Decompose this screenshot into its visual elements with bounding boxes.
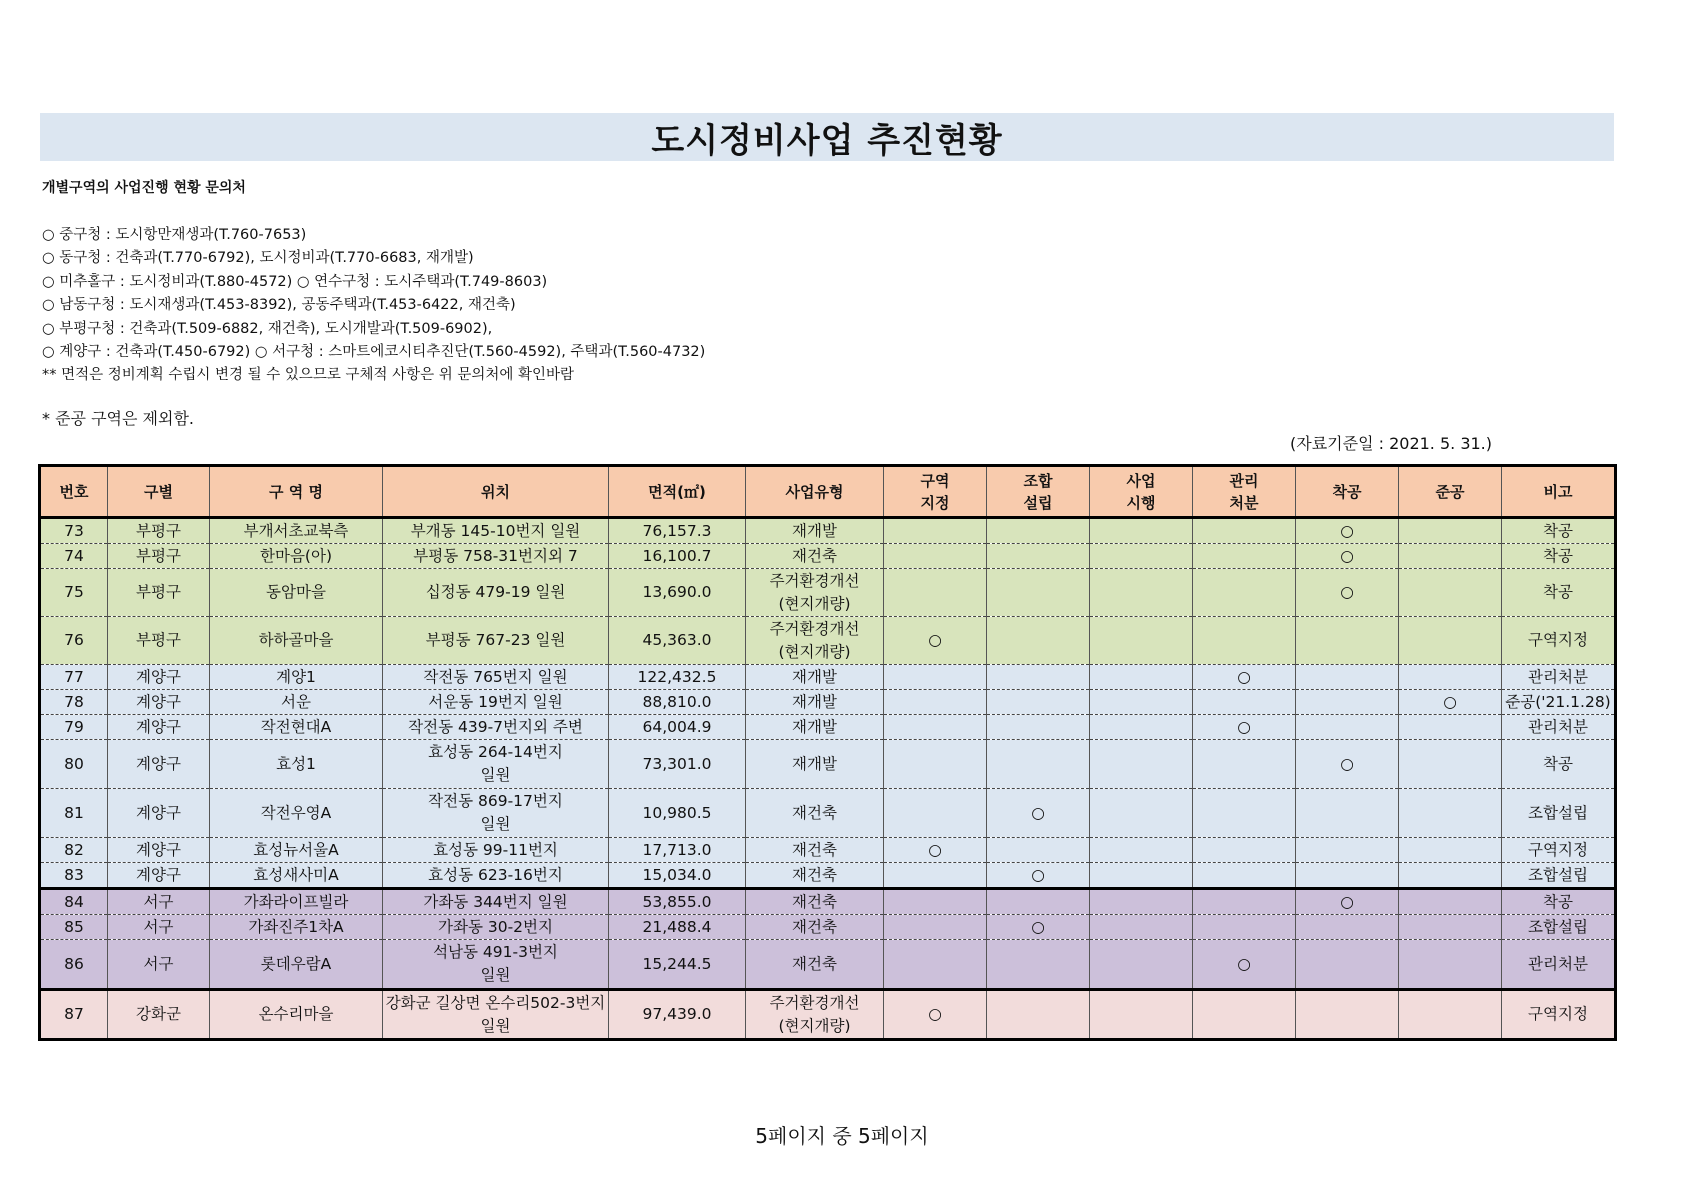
contact-list [42, 224, 705, 388]
cell-stage-3 [1090, 789, 1193, 838]
contact-heading: 개별구역의 사업진행 현황 문의처 [42, 180, 246, 196]
cell-stage-3 [1090, 990, 1193, 1040]
cell-zone: 온수리마을 [210, 990, 383, 1040]
cell-district: 계양구 [108, 690, 210, 715]
location-line: 일원 [480, 815, 511, 833]
cell-type [746, 518, 884, 544]
cell-area: 53,855.0 [609, 889, 746, 915]
header-zone: 구 역 명 [210, 466, 383, 518]
cell-note: 구역지정 [1502, 990, 1616, 1040]
cell-stage-6 [1399, 789, 1502, 838]
cell-area: 10,980.5 [609, 789, 746, 838]
page-title: 도시정비사업 추진현황 [651, 120, 1003, 161]
table-row [40, 940, 1616, 990]
cell-stage-5 [1296, 569, 1399, 617]
location-line: 일원 [480, 766, 511, 784]
cell-stage-1 [884, 569, 987, 617]
header-location: 위치 [383, 466, 609, 518]
cell-no: 84 [40, 889, 108, 915]
cell-zone: 하하골마을 [210, 617, 383, 665]
cell-stage-5 [1296, 863, 1399, 889]
cell-note: 관리처분 [1502, 665, 1616, 690]
cell-stage-4 [1193, 544, 1296, 569]
cell-location [383, 940, 609, 990]
cell-district: 계양구 [108, 740, 210, 789]
cell-location [383, 569, 609, 617]
cell-area: 17,713.0 [609, 838, 746, 863]
table-row [40, 740, 1616, 789]
cell-stage-3 [1090, 838, 1193, 863]
location-line: 작전동 869-17번지 [428, 792, 563, 810]
header-note: 비고 [1502, 466, 1616, 518]
cell-location [383, 665, 609, 690]
cell-no: 83 [40, 863, 108, 889]
cell-type [746, 740, 884, 789]
cell-zone: 작전현대A [210, 715, 383, 740]
cell-stage-2 [987, 715, 1090, 740]
location-line: 일원 [480, 966, 511, 984]
header-stage-disposition: 관리 처분 [1193, 466, 1296, 518]
cell-stage-6 [1399, 665, 1502, 690]
cell-stage-1 [884, 715, 987, 740]
cell-stage-3 [1090, 889, 1193, 915]
table-row [40, 665, 1616, 690]
location-line: 서운동 19번지 일원 [428, 692, 563, 711]
type-line: 주거환경개선 [769, 571, 860, 590]
cell-stage-2 [987, 889, 1090, 915]
stage-mark-icon: ○ [1340, 892, 1354, 911]
cell-stage-5 [1296, 544, 1399, 569]
header-type: 사업유형 [746, 466, 884, 518]
type-line: 재건축 [792, 840, 837, 859]
stage-mark-icon: ○ [1031, 865, 1045, 884]
cell-type [746, 690, 884, 715]
cell-stage-2 [987, 569, 1090, 617]
cell-zone: 가좌진주1차A [210, 915, 383, 940]
cell-stage-6 [1399, 569, 1502, 617]
cell-stage-3 [1090, 915, 1193, 940]
location-line: 부평동 767-23 일원 [425, 631, 566, 649]
cell-zone: 서운 [210, 690, 383, 715]
title-bar [40, 113, 1614, 161]
cell-district: 부평구 [108, 569, 210, 617]
cell-stage-1 [884, 740, 987, 789]
cell-location [383, 544, 609, 569]
type-line: 재개발 [792, 692, 837, 711]
cell-stage-3 [1090, 863, 1193, 889]
cell-no: 82 [40, 838, 108, 863]
cell-stage-6 [1399, 518, 1502, 544]
cell-note: 착공 [1502, 544, 1616, 569]
cell-type [746, 665, 884, 690]
cell-stage-4 [1193, 838, 1296, 863]
type-line: (현지개량) [778, 1016, 851, 1035]
header-no: 번호 [40, 466, 108, 518]
cell-type [746, 617, 884, 665]
cell-stage-2 [987, 740, 1090, 789]
cell-no: 74 [40, 544, 108, 569]
stage-mark-icon: ○ [928, 840, 942, 859]
cell-stage-3 [1090, 940, 1193, 990]
cell-no: 77 [40, 665, 108, 690]
cell-stage-1 [884, 863, 987, 889]
base-date: (자료기준일 : 2021. 5. 31.) [1290, 434, 1493, 453]
cell-district: 계양구 [108, 838, 210, 863]
stage-mark-icon: ○ [1340, 754, 1354, 773]
contact-line: ○ 동구청 : 건축과(T.770-6792), 도시정비과(T.770-6683, 재개발) [42, 250, 474, 267]
stage-mark-icon: ○ [1340, 546, 1354, 565]
cell-zone: 계양1 [210, 665, 383, 690]
cell-zone: 효성뉴서울A [210, 838, 383, 863]
cell-stage-5 [1296, 915, 1399, 940]
table-row [40, 990, 1616, 1040]
stage-mark-icon: ○ [1340, 521, 1354, 540]
cell-note: 구역지정 [1502, 617, 1616, 665]
cell-stage-3 [1090, 690, 1193, 715]
cell-stage-4 [1193, 889, 1296, 915]
cell-district: 부평구 [108, 544, 210, 569]
table-row [40, 617, 1616, 665]
table-row [40, 518, 1616, 544]
cell-note: 준공('21.1.28) [1502, 690, 1616, 715]
cell-location [383, 990, 609, 1040]
cell-area: 45,363.0 [609, 617, 746, 665]
cell-stage-2 [987, 789, 1090, 838]
cell-stage-4 [1193, 617, 1296, 665]
table-body [40, 518, 1616, 1040]
cell-stage-5 [1296, 940, 1399, 990]
cell-stage-6 [1399, 915, 1502, 940]
cell-stage-3 [1090, 544, 1193, 569]
cell-district: 계양구 [108, 665, 210, 690]
cell-stage-4 [1193, 863, 1296, 889]
table-row [40, 715, 1616, 740]
location-line: 부개동 145-10번지 일원 [410, 521, 581, 540]
cell-stage-6 [1399, 838, 1502, 863]
cell-stage-5 [1296, 617, 1399, 665]
cell-area: 88,810.0 [609, 690, 746, 715]
header-stage-implementation: 사업 시행 [1090, 466, 1193, 518]
cell-stage-4 [1193, 715, 1296, 740]
cell-zone: 효성새사미A [210, 863, 383, 889]
header-stage-construction: 착공 [1296, 466, 1399, 518]
cell-stage-6 [1399, 863, 1502, 889]
cell-type [746, 889, 884, 915]
cell-type [746, 569, 884, 617]
cell-stage-4 [1193, 690, 1296, 715]
cell-no: 78 [40, 690, 108, 715]
cell-stage-4 [1193, 915, 1296, 940]
cell-area: 15,244.5 [609, 940, 746, 990]
cell-stage-2 [987, 690, 1090, 715]
cell-area: 21,488.4 [609, 915, 746, 940]
table-row [40, 889, 1616, 915]
cell-no: 87 [40, 990, 108, 1040]
cell-stage-3 [1090, 617, 1193, 665]
cell-stage-5 [1296, 740, 1399, 789]
cell-zone: 한마음(아) [210, 544, 383, 569]
cell-stage-3 [1090, 665, 1193, 690]
cell-stage-4 [1193, 569, 1296, 617]
stage-mark-icon: ○ [1237, 717, 1251, 736]
cell-stage-1 [884, 940, 987, 990]
cell-stage-5 [1296, 889, 1399, 915]
cell-area: 97,439.0 [609, 990, 746, 1040]
cell-stage-1 [884, 544, 987, 569]
cell-stage-1 [884, 915, 987, 940]
cell-type [746, 915, 884, 940]
cell-stage-1 [884, 690, 987, 715]
cell-stage-1 [884, 990, 987, 1040]
cell-district: 서구 [108, 889, 210, 915]
cell-stage-4 [1193, 665, 1296, 690]
cell-no: 75 [40, 569, 108, 617]
type-line: (현지개량) [778, 594, 851, 613]
contact-line: ○ 중구청 : 도시항만재생과(T.760-7653) [42, 227, 307, 243]
cell-zone: 동암마을 [210, 569, 383, 617]
cell-no: 85 [40, 915, 108, 940]
type-line: 주거환경개선 [769, 993, 860, 1012]
cell-stage-1 [884, 889, 987, 915]
cell-location [383, 715, 609, 740]
stage-mark-icon: ○ [928, 631, 942, 649]
stage-mark-icon: ○ [1237, 954, 1251, 973]
cell-stage-5 [1296, 990, 1399, 1040]
cell-stage-6 [1399, 617, 1502, 665]
cell-stage-2 [987, 838, 1090, 863]
location-line: 석남동 491-3번지 [433, 943, 558, 961]
cell-stage-5 [1296, 715, 1399, 740]
cell-type [746, 715, 884, 740]
cell-stage-2 [987, 544, 1090, 569]
location-line: 효성동 264-14번지 [428, 743, 563, 761]
table-header-row [40, 466, 1616, 518]
cell-area: 73,301.0 [609, 740, 746, 789]
cell-stage-1 [884, 838, 987, 863]
cell-location [383, 690, 609, 715]
location-line: 작전동 439-7번지외 주변 [408, 717, 583, 736]
cell-stage-4 [1193, 518, 1296, 544]
contact-line: ○ 미추홀구 : 도시정비과(T.880-4572) ○ 연수구청 : 도시주택과(T.749-8603) [42, 273, 548, 290]
location-line: 강화군 길상면 온수리502-3번지 [385, 993, 606, 1012]
cell-stage-4 [1193, 789, 1296, 838]
location-line: 부평동 758-31번지외 7 [413, 546, 578, 565]
cell-stage-2 [987, 518, 1090, 544]
table-row [40, 838, 1616, 863]
location-line: 가좌동 344번지 일원 [423, 892, 568, 911]
type-line: 재건축 [792, 892, 837, 911]
cell-area: 76,157.3 [609, 518, 746, 544]
cell-zone: 작전우영A [210, 789, 383, 838]
cell-district: 부평구 [108, 518, 210, 544]
cell-stage-2 [987, 617, 1090, 665]
cell-location [383, 518, 609, 544]
cell-stage-4 [1193, 940, 1296, 990]
project-table [38, 464, 1617, 1041]
cell-stage-6 [1399, 690, 1502, 715]
cell-note: 조합설립 [1502, 863, 1616, 889]
cell-note: 조합설립 [1502, 789, 1616, 838]
cell-stage-1 [884, 518, 987, 544]
cell-type [746, 940, 884, 990]
type-line: 재건축 [792, 803, 837, 822]
stage-mark-icon: ○ [1031, 917, 1045, 936]
table-row [40, 789, 1616, 838]
cell-stage-6 [1399, 740, 1502, 789]
cell-location [383, 863, 609, 889]
cell-zone: 효성1 [210, 740, 383, 789]
cell-note: 착공 [1502, 889, 1616, 915]
cell-zone: 부개서초교북측 [210, 518, 383, 544]
type-line: 재개발 [792, 717, 837, 736]
cell-note: 착공 [1502, 740, 1616, 789]
cell-no: 80 [40, 740, 108, 789]
cell-district: 강화군 [108, 990, 210, 1040]
location-line: 가좌동 30-2번지 [438, 917, 553, 936]
cell-stage-2 [987, 990, 1090, 1040]
stage-mark-icon: ○ [928, 1005, 942, 1023]
location-line: 작전동 765번지 일원 [423, 667, 568, 686]
cell-location [383, 915, 609, 940]
cell-location [383, 889, 609, 915]
stage-mark-icon: ○ [1443, 692, 1457, 711]
table-row [40, 915, 1616, 940]
header-district: 구별 [108, 466, 210, 518]
cell-stage-3 [1090, 740, 1193, 789]
cell-stage-6 [1399, 940, 1502, 990]
cell-location [383, 617, 609, 665]
cell-area: 16,100.7 [609, 544, 746, 569]
cell-no: 79 [40, 715, 108, 740]
cell-type [746, 863, 884, 889]
cell-stage-6 [1399, 544, 1502, 569]
cell-note: 관리처분 [1502, 715, 1616, 740]
cell-note: 착공 [1502, 569, 1616, 617]
location-line: 일원 [480, 1016, 511, 1035]
cell-stage-6 [1399, 889, 1502, 915]
cell-type [746, 990, 884, 1040]
cell-stage-3 [1090, 518, 1193, 544]
cell-stage-5 [1296, 789, 1399, 838]
cell-area: 13,690.0 [609, 569, 746, 617]
header-stage-association: 조합 설립 [987, 466, 1090, 518]
type-line: 재건축 [792, 546, 837, 565]
cell-area: 15,034.0 [609, 863, 746, 889]
cell-stage-1 [884, 617, 987, 665]
cell-note: 착공 [1502, 518, 1616, 544]
location-line: 효성동 623-16번지 [428, 865, 563, 884]
cell-stage-5 [1296, 518, 1399, 544]
cell-stage-4 [1193, 740, 1296, 789]
cell-district: 서구 [108, 915, 210, 940]
type-line: 재건축 [792, 917, 837, 936]
cell-district: 계양구 [108, 715, 210, 740]
cell-type [746, 544, 884, 569]
contact-line: ○ 남동구청 : 도시재생과(T.453-8392), 공동주택과(T.453-6422, 재건축) [42, 297, 516, 314]
stage-mark-icon: ○ [1340, 583, 1354, 601]
type-line: (현지개량) [778, 642, 851, 661]
location-line: 효성동 99-11번지 [433, 840, 558, 859]
cell-district: 계양구 [108, 789, 210, 838]
contact-note: ** 면적은 정비계획 수립시 변경 될 수 있으므로 구체적 사항은 위 문의처에 확인바람 [42, 367, 575, 384]
header-area: 면적(㎡) [609, 466, 746, 518]
table-row [40, 544, 1616, 569]
cell-note: 조합설립 [1502, 915, 1616, 940]
cell-stage-3 [1090, 715, 1193, 740]
cell-type [746, 789, 884, 838]
cell-district: 계양구 [108, 863, 210, 889]
cell-location [383, 838, 609, 863]
cell-no: 81 [40, 789, 108, 838]
type-line: 재개발 [792, 521, 837, 540]
cell-no: 86 [40, 940, 108, 990]
cell-stage-6 [1399, 715, 1502, 740]
cell-stage-6 [1399, 990, 1502, 1040]
cell-no: 76 [40, 617, 108, 665]
contact-line: ○ 계양구 : 건축과(T.450-6792) ○ 서구청 : 스마트에코시티추진단(T.560-4592), 주택과(T.560-4732) [42, 344, 706, 361]
cell-area: 122,432.5 [609, 665, 746, 690]
exclude-note: * 준공 구역은 제외함. [42, 409, 194, 428]
cell-stage-5 [1296, 838, 1399, 863]
type-line: 주거환경개선 [769, 619, 860, 638]
cell-stage-3 [1090, 569, 1193, 617]
table-row [40, 863, 1616, 889]
cell-stage-5 [1296, 690, 1399, 715]
cell-district: 부평구 [108, 617, 210, 665]
cell-stage-2 [987, 665, 1090, 690]
contact-line: ○ 부평구청 : 건축과(T.509-6882, 재건축), 도시개발과(T.509-6902), [42, 320, 493, 337]
cell-area: 64,004.9 [609, 715, 746, 740]
cell-note: 구역지정 [1502, 838, 1616, 863]
table-row [40, 569, 1616, 617]
cell-stage-1 [884, 789, 987, 838]
header-stage-designation: 구역 지정 [884, 466, 987, 518]
cell-stage-2 [987, 915, 1090, 940]
table-row [40, 690, 1616, 715]
type-line: 재건축 [792, 865, 837, 884]
cell-note: 관리처분 [1502, 940, 1616, 990]
cell-location [383, 740, 609, 789]
cell-stage-1 [884, 665, 987, 690]
cell-zone: 롯데우람A [210, 940, 383, 990]
cell-type [746, 838, 884, 863]
cell-stage-4 [1193, 990, 1296, 1040]
cell-stage-5 [1296, 665, 1399, 690]
location-line: 십정동 479-19 일원 [425, 583, 566, 601]
type-line: 재건축 [792, 954, 837, 973]
stage-mark-icon: ○ [1237, 667, 1251, 686]
stage-mark-icon: ○ [1031, 803, 1045, 822]
cell-stage-2 [987, 940, 1090, 990]
cell-location [383, 789, 609, 838]
header-stage-completion: 준공 [1399, 466, 1502, 518]
type-line: 재개발 [792, 754, 837, 773]
page-indicator: 5페이지 중 5페이지 [755, 1124, 929, 1148]
cell-district: 서구 [108, 940, 210, 990]
cell-zone: 가좌라이프빌라 [210, 889, 383, 915]
type-line: 재개발 [792, 667, 837, 686]
cell-stage-2 [987, 863, 1090, 889]
cell-no: 73 [40, 518, 108, 544]
